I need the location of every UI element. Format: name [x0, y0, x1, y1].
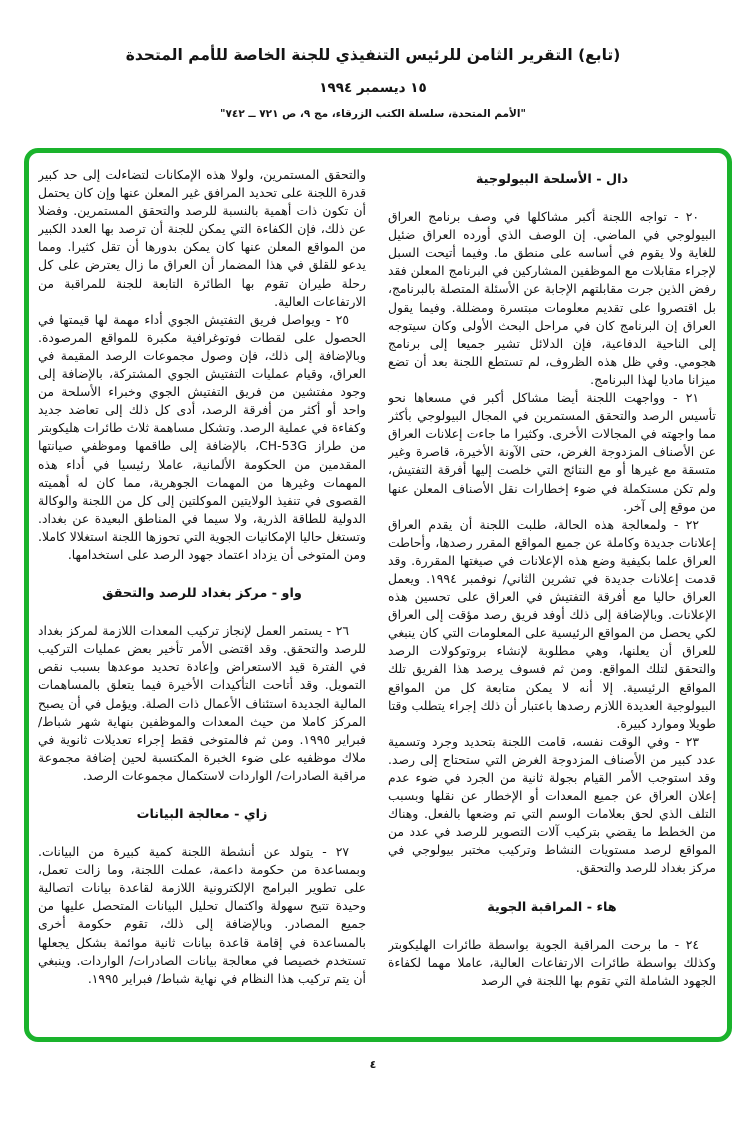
content-border-frame [24, 148, 732, 1042]
paragraph-23: ٢٣ - وفي الوقت نفسه، قامت اللجنة بتحديد وجرد وتسمية عدد كبير من الأصناف المزدوجة الغرض التي ستحتاج إلى رصد. وقد استوجب الأمر القيام بجولة ثانية من الجرد في ضوء عدم إعلان العراق عن جميع المعدات أو الإخطار عن نقلها وبسبب التلف الذي لحق بعلامات الوسم التي تم وضعها بالفعل. وهناك من الخطط ما يقضي بتركيب آلات التصوير للرصد في عدد من المواقع لرصد مستويات النشاط وتركيب مختبر بيولوجي في مركز بغداد للرصد والتحقق. [388, 733, 716, 876]
paragraph-26: ٢٦ - يستمر العمل لإنجاز تركيب المعدات اللازمة لمركز بغداد للرصد والتحقق. وقد اقتضى الأمر تأخير بعض عمليات التركيب في الفترة قيد الاستعراض وإعادة تحديد موعدها بسبب نقص التمويل. وقد أتاحت التأكيدات الأخيرة فيما يتعلق بالمساهمات المالية الجديدة استئناف الأعمال ذات الصلة. ويؤمل في أن يصبح المركز كاملا من حيث المعدات والموظفين بنهاية شهر شباط/ فبراير ١٩٩٥. ومن ثم فالمتوخى فقط إجراء تعديلات ثانوية في ملاك موظفيه على ضوء الخبرة المكتسبة لحين إضافة مجموعة مراقبة الصادرات/ الواردات لاستكمال مجموعات الرصد. [38, 623, 366, 783]
paragraph-27: ٢٧ - يتولد عن أنشطة اللجنة كمية كبيرة من البيانات. وبمساعدة من حكومة داعمة، عملت اللجنة، وما زالت تعمل، على تطوير البرامج الإلكترونية اللازمة لقاعدة بيانات اتصالية وحيدة تتيح سهولة واكتمال تحليل البيانات المتحصل عليها من جميع المصادر. وبالإضافة إلى ذلك، تقوم حكومة أخرى بالمساعدة في إقامة قاعدة بيانات ثانية موائمة بشكل يجعلها تستخدم خصيصا في معالجة بيانات الصادرات/ الواردات. وينبغي أن يتم تركيب هذا النظام في نهاية شباط/ فبراير ١٩٩٥. [38, 844, 366, 986]
paragraph-25: ٢٥ - ويواصل فريق التفتيش الجوي أداء مهمة لها قيمتها في الحصول على لقطات فوتوغرافية مكبرة للمواقع المرصودة. وبالإضافة إلى ذلك، فإن وصول مجموعات الرصد المقيمة في العراق، وقيام عمليات التفتيش الجوي المشتركة، بالإضافة إلى وجود مفتشين من فريق التفتيش الجوي وخبراء الأسلحة من واحد أو أكثر من أفرقة الرصد، أدى كل ذلك إلى تعاضد جديد وكفاءة في عملية الرصد. وتشكل مساهمة ثلاث طائرات هليكوبتر من طراز CH-53G، بالإضافة إلى طاقمها وموظفي صيانتها المقدمين من الحكومة الألمانية، عاملا رئيسيا في أداء هذه المهمات وغيرها من المهمات الجوهرية، مما كان له أهميته القصوى في تنفيذ الولايتين الموكلتين إلى كل من اللجنة والوكالة الدولية للطاقة الذرية، ولا سيما في المناطق البعيدة عن بغداد. وتستغل حاليا الإمكانيات الجوية التي تحوزها اللجنة استغلالا كاملا. ومن المتوخى أن يزداد اعتماد جهود الرصد على استخدامها. [38, 311, 366, 562]
document-title: (تابع) التقرير الثامن للرئيس التنفيذي للجنة الخاصة للأمم المتحدة [125, 46, 621, 64]
paragraph-21: ٢١ - وواجهت اللجنة أيضا مشاكل أكبر في مسعاها نحو تأسيس الرصد والتحقق المستمرين في المجال البيولوجي بأكثر مما واجهته في المجالات الأخرى. وكثيرا ما جاءت إعلانات العراق عن الأصناف المزدوجة الغرض، حتى الآونة الأخيرة، قاصرة وغير متسقة مع غيرها أو مع النتائج التي خلصت إليها أفرقة التفتيش، ولم تكن مستكملة في ضوء إخطارات نقل الأصناف المعلن عنها من موقع إلى آخر. [388, 390, 716, 514]
paragraph-20: ٢٠ - تواجه اللجنة أكبر مشاكلها في وصف برنامج العراق البيولوجي في الماضي. إن الوصف الذي أورده العراق ضئيل للغاية ولا يقوم في أساسه على منطق ما. وفيما أتيحت السبل لإجراء مقابلات مع الموظفين المشاركين في البرنامج المعلن فقد رفض الذين جرت مقابلتهم الإجابة عن الأسئلة المتصلة بالبرنامج، بل اقتصروا على تقديم معلومات مبتسرة ومضللة. وفيما يقول العراق إن البرنامج كان في مراحل البحث الأولى وكان سيتوجه إلى الناحية الدفاعية، فإن الدلائل تشير جميعا إلى برنامج هجومي. وفي ظل هذه الظروف، لم تستطع اللجنة بعد أن تضع ميزانا ماديا لهذا البرنامج. [388, 209, 716, 387]
document-date: ١٥ ديسمبر ١٩٩٤ [319, 80, 427, 96]
paragraph-24: ٢٤ - ما برحت المراقبة الجوية بواسطة طائرات الهليكوبتر وكذلك بواسطة طائرات الارتفاعات العالية، عاملا مهما لكفاءة الجهود الشاملة التي تقوم بها اللجنة في الرصد [388, 936, 716, 988]
paragraph-24-continuation: والتحقق المستمرين، ولولا هذه الإمكانات لتضاءلت إلى حد كبير قدرة اللجنة على تحديد المرافق غير المعلن عنها وإن كان يحتمل أن تكون ذات أهمية بالنسبة للرصد والتحقق المستمرين. وفضلا عن ذلك، فإن الكفاءة التي يمكن للجنة أن ترصد بها العدد الكبير من المواقع المعلن عنها كان يمكن بدورها أن تقل كثيرا. ومما يدعو للقلق في هذا المضمار أن العراق ما زال يعترض على كل رحلة طيران تقوم بها الطائرة التابعة للجنة للمراقبة من الارتفاعات العالية. [38, 167, 366, 309]
document-source-citation: "الأمم المتحدة، سلسلة الكتب الزرقاء، مج ٩، ص ٧٢١ ــ ٧٤٢" [220, 108, 526, 120]
section-heading-zay-data-processing: زاي - معالجة البيانات [136, 807, 268, 822]
page-number: ٤ [369, 1058, 377, 1071]
section-heading-waw-baghdad-center: واو - مركز بغداد للرصد والتحقق [102, 586, 302, 602]
column-right [388, 166, 716, 1033]
paragraph-22: ٢٢ - ولمعالجة هذه الحالة، طلبت اللجنة أن يقدم العراق إعلانات جديدة وكاملة عن جميع المواقع المقرر رصدها، وأحاطت العراق علما بكيفية وضع هذه الإعلانات في صيغتها المقررة. وقد قدمت إعلانات جديدة في تشرين الثاني/ نوفمبر ١٩٩٤. ويعمل العراق حاليا مع أفرقة التفتيش في العراق على تحسين هذه الإعلانات. وبالإضافة إلى ذلك أوفد فريق رصد مؤقت إلى العراق لكي يحصل من المواقع الرئيسية على المعلومات التي كان ينبغي للعراق أن يعلنها، وهي مطلوبة لإنشاء بروتوكولات الرصد والتحقق لتلك المواقع. ومن ثم فسوف يرصد هذا الفريق تلك المواقع الرئيسية. إلا أنه لا يمكن متابعة كل من المواقع البيولوجية العديدة اللازم رصدها باعتبار أن ذلك إجراء يتطلب وقتا طويلا وموارد كبيرة. [388, 516, 716, 731]
section-heading-haa-aerial-surveillance: هاء - المراقبة الجوية [487, 899, 617, 915]
document-header [0, 0, 746, 120]
column-left [38, 166, 366, 1033]
section-heading-dal-biological-weapons: دال - الأسلحة البيولوجية [475, 172, 629, 187]
